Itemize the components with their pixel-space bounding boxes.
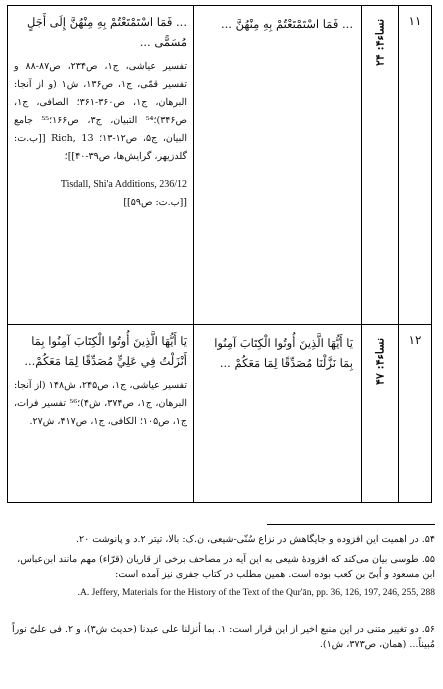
footnote-56: ۵۶. دو تغییر متنی در این منبع اخیر از این قرار است: ۱. بما أنزلنا علی عبدنا (حدیث ش۳)، و ۲. فی علیّ نوراً مُبیناً... (همان، ص۳۷۳، ش۱).: [11, 624, 435, 650]
sources-tail: [[ب.ت: ص۵۹]]: [123, 197, 187, 208]
variant-text: يَا أَيُّهَا الَّذِينَ أُوتُوا الْكِتَابَ آمِنُوا بِمَا أَنْزَلْتُ فِي عَلِيٍّ مُصَدِّقًا لِمَا مَعَكُمْ...: [24, 334, 187, 368]
footnote-separator: [267, 524, 435, 525]
variants-table: [7, 5, 432, 503]
standard-text-cell: [194, 6, 362, 325]
verse-reference-cell: [362, 6, 399, 325]
variant-text: ... فَمَا اسْتَمْتَعْتُمْ بِهِ مِنْهُنَّ إِلَى أَجَلٍ مُسَمًّى ...: [27, 15, 187, 49]
verse-reference: نساء۴: ۲۴: [373, 18, 387, 67]
footnote-54: ۵۴. در اهمیت این افزوده و جایگاهش در نزاع سُنّی-شیعی، ن.ک: بالا، تیتر ۲.د و پانوشت ۲۰.: [76, 534, 435, 545]
standard-text: يَا أَيُّهَا الَّذِينَ أُوتُوا الْكِتَابَ آمِنُوا بِمَا نَزَّلْنَا مُصَدِّقًا لِمَا مَعَكُمْ ...: [214, 336, 353, 370]
table-row: [8, 325, 432, 503]
variant-cell: [8, 325, 194, 503]
sources-english: Tisdall, Shi'a Additions, 236/12: [60, 179, 187, 190]
standard-text: ... فَمَا اسْتَمْتَعْتُمْ بِهِ مِنْهُنَّ ...: [220, 17, 353, 31]
variant-cell: [8, 6, 194, 325]
verse-reference: نساء۴: ۴۷: [373, 337, 387, 386]
footnote-55-english: A. Jeffery, Materials for the History of the Text of the Qur'ān, pp. 36, 126, 197, 246, 255, 288.: [77, 588, 435, 598]
sources-text: تفسیر عیاشی، ج۱، ص۲۳۴، ص۸۷-۸۸ و تفسیر قمّی، ج۱، ص۱۳۶، ش۱ (و از آنجا: البرهان، ج۱، ص۳۶۰-۳۶۱؛ الصافی، ج۱، ص۳۴۶)؛⁵⁴ التبیان، ج۳، ص۱۶۶؛⁵⁵ جامع البیان، ج۵، ص۱۲-۱۳؛ Rich, 13 [[ب.ت: گلدزیهر، گرایش‌ها، ص۳۹-۴۰]]؛: [14, 61, 188, 162]
row-number: ۱۲: [399, 325, 432, 503]
table-row: [8, 6, 432, 325]
verse-reference-cell: [362, 325, 399, 503]
standard-text-cell: [194, 325, 362, 503]
row-number: ۱۱: [399, 6, 432, 325]
footnote-55: ۵۵. طوسی بیان می‌کند که افزودهٔ شیعی به این آیه در مصاحف برخی از قاریان (قرّاء) مهم مانند ابن‌عباس، ابن مسعود و اُبیّ بن کعب بوده است. همین مطلب در کتاب جفری نیز آمده است:: [17, 554, 435, 580]
sources-text: تفسیر عیاشی، ج۱، ص۲۴۵، ش۱۴۸ (از آنجا: البرهان، ج۱، ص۳۷۴، ش۴)؛⁵⁶ تفسیر فرات، ج۱، ص۱۰۵؛ الکافی، ج۱، ص۴۱۷، ش۲۷.: [14, 380, 187, 427]
